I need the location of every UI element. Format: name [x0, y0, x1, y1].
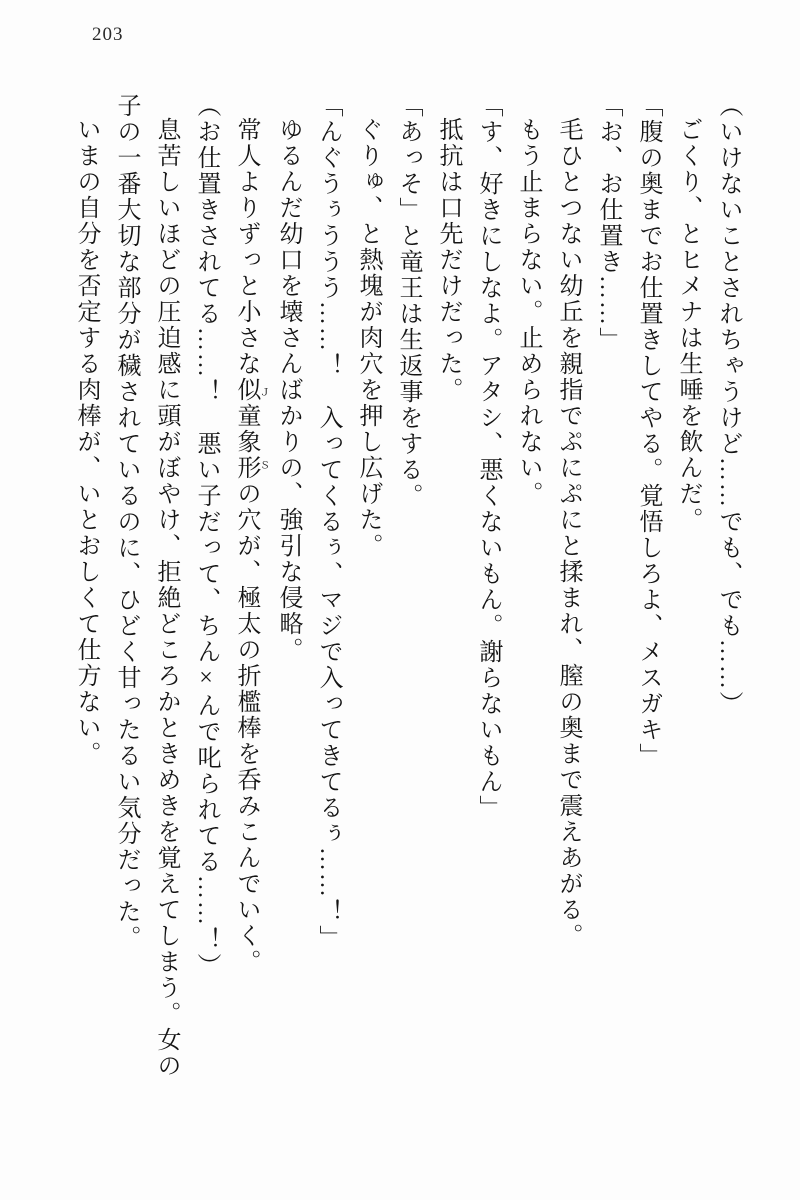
paragraph-11: 「んぐうぅううう……！ 入ってくるぅ、マジで入ってきてるぅ……！」: [315, 93, 341, 951]
paragraph-07: 「す、好きにしなよ。アタシ、悪くないもん。謝らないもん」: [475, 93, 501, 821]
paragraph-09: 「あっそ」と竜王は生返事をする。: [395, 93, 421, 509]
paragraph-13: [226, 93, 268, 1111]
paragraph-05: 毛ひとつない幼丘を親指でぷにぷにと揉まれ、膣の奥まで震えあがる。: [555, 117, 581, 949]
paragraph-14: （お仕置きされてる……！ 悪い子だって、ちん×んで叱られてる……！）: [193, 93, 219, 979]
paragraph-04: 「お、お仕置き……」: [595, 93, 621, 353]
page-number: 203: [92, 24, 124, 45]
paragraph-06: もう止まらない。止められない。: [515, 117, 541, 507]
paragraph-10: ぐりゅ、と熱塊が肉穴を押し広げた。: [355, 117, 381, 559]
vertical-text-block: [66, 93, 748, 1111]
paragraph-13-post: の穴が、極太の折檻棒を呑みこんでいく。: [233, 481, 259, 975]
paragraph-01: （いけないことされちゃうけど……でも、でも……）: [715, 93, 741, 717]
ruby-js-annotation: [233, 377, 269, 481]
paragraph-13-pre: 常人よりずっと小さな: [233, 117, 259, 377]
ruby-base: 似童象形: [233, 377, 259, 481]
paragraph-17: いまの自分を否定する肉棒が、いとおしくて仕方ない。: [73, 117, 99, 767]
paragraph-03: 「腹の奥までお仕置きしてやる。覚悟しろよ、メスガキ」: [635, 93, 661, 769]
paragraph-12: ゆるんだ幼口を壊さんばかりの、強引な侵略。: [275, 117, 301, 663]
paragraph-15: 息苦しいほどの圧迫感に頭がぼやけ、拒絶どころかときめきを覚えてしまう。女の: [153, 117, 179, 1079]
paragraph-08: 抵抗は口先だけだった。: [435, 117, 461, 403]
ruby-text: ＪＳ: [257, 377, 269, 481]
paragraph-02: ごくり、とヒメナは生唾を飲んだ。: [675, 117, 701, 533]
paragraph-16: 子の一番大切な部分が穢されているのに、ひどく甘ったるい気分だった。: [113, 93, 139, 951]
